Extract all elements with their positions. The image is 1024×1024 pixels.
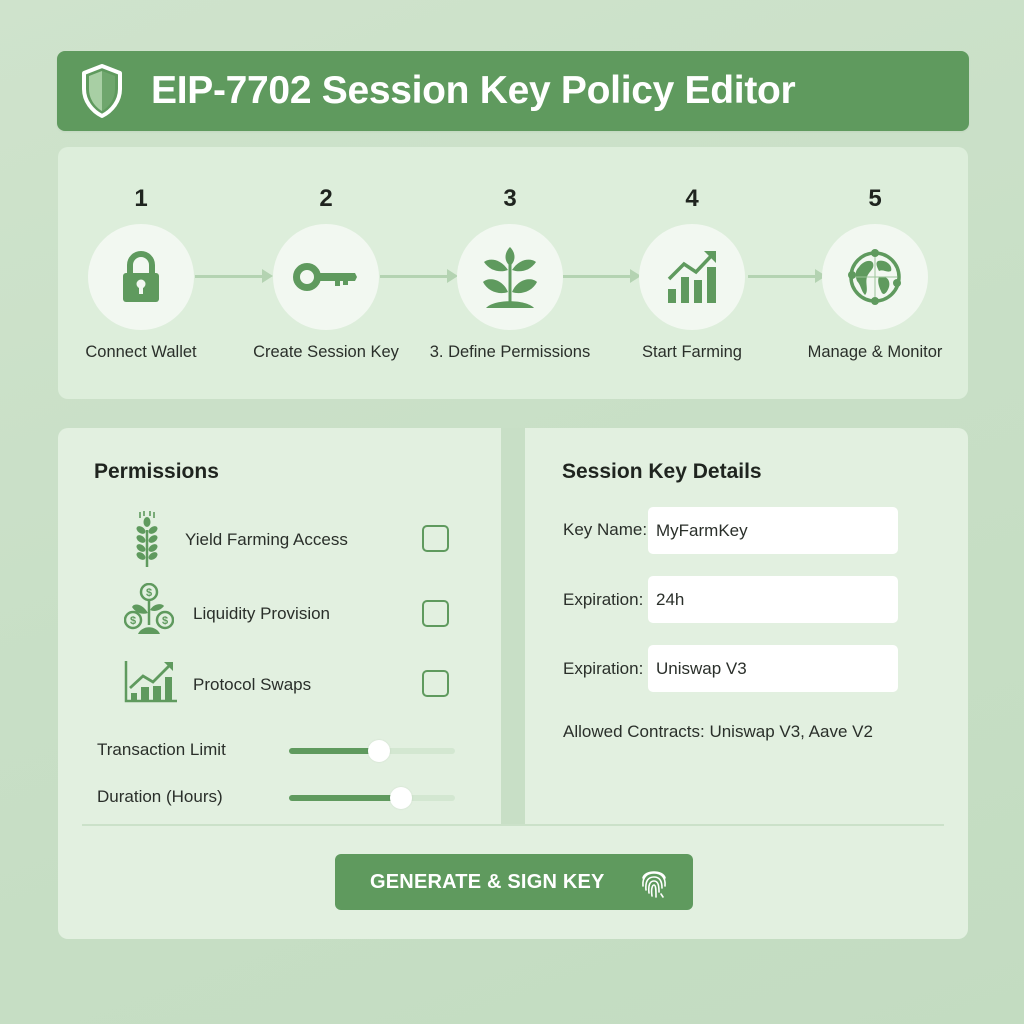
- step-label: Start Farming: [642, 343, 742, 361]
- page-header: [57, 51, 969, 131]
- permission-row-yield-farming: [58, 510, 498, 570]
- allowed-contracts: Allowed Contracts: Uniswap V3, Aave V2: [563, 722, 873, 741]
- yield-farming-checkbox[interactable]: [422, 525, 449, 552]
- growth-chart-icon: [666, 249, 718, 305]
- step-label: Create Session Key: [253, 343, 399, 361]
- slider-thumb[interactable]: [368, 740, 390, 762]
- slider-fill: [289, 795, 401, 801]
- key-name-label: Key Name:: [563, 520, 648, 539]
- fingerprint-icon: [639, 866, 669, 900]
- slider-label: Duration (Hours): [97, 787, 223, 806]
- step-circle: [639, 224, 745, 330]
- expiration-contract-label: Expiration:: [563, 659, 644, 678]
- button-label: GENERATE & SIGN KEY: [370, 870, 605, 893]
- slider-label: Transaction Limit: [97, 740, 226, 759]
- sprout-icon: [482, 244, 538, 310]
- step-circle: [457, 224, 563, 330]
- permissions-title: Permissions: [94, 460, 219, 483]
- liquidity-provision-checkbox[interactable]: [422, 600, 449, 627]
- step-arrow: [748, 275, 816, 278]
- transaction-limit-slider[interactable]: [289, 748, 455, 754]
- globe-network-icon: [845, 247, 905, 307]
- protocol-swaps-checkbox[interactable]: [422, 670, 449, 697]
- expiration-label: Expiration:: [563, 590, 644, 609]
- permission-label: Protocol Swaps: [193, 675, 312, 694]
- step-arrow: [563, 275, 631, 278]
- slider-fill: [289, 748, 379, 754]
- coin-plant-icon: [124, 583, 174, 635]
- step-label: Connect Wallet: [85, 343, 197, 361]
- policy-editor-card: [58, 428, 968, 939]
- key-icon: [293, 260, 359, 294]
- step-number: 3: [503, 185, 517, 212]
- lock-icon: [119, 250, 163, 304]
- svg-text:$: $: [129, 615, 137, 627]
- wheat-icon: [132, 510, 162, 568]
- svg-text:$: $: [145, 587, 153, 599]
- permission-label: Yield Farming Access: [185, 530, 348, 549]
- step-number: 1: [134, 185, 148, 212]
- expiration-contract-input[interactable]: Uniswap V3: [648, 645, 898, 692]
- chart-up-icon: [124, 661, 178, 703]
- details-title: Session Key Details: [562, 460, 762, 483]
- step-circle: [273, 224, 379, 330]
- workflow-steps: [58, 147, 968, 399]
- step-arrow: [380, 275, 448, 278]
- step-number: 5: [868, 185, 882, 212]
- shield-icon: [79, 63, 125, 119]
- step-label: Manage & Monitor: [807, 343, 943, 361]
- divider: [82, 824, 944, 826]
- page-title: EIP-7702 Session Key Policy Editor: [151, 69, 796, 112]
- svg-text:$: $: [161, 615, 169, 627]
- permission-label: Liquidity Provision: [193, 604, 331, 623]
- step-label: 3. Define Permissions: [429, 343, 591, 361]
- step-circle: [88, 224, 194, 330]
- permission-row-liquidity: [58, 583, 498, 643]
- step-number: 4: [685, 185, 699, 212]
- step-number: 2: [319, 185, 333, 212]
- panel-separator: [501, 428, 525, 825]
- duration-slider[interactable]: [289, 795, 455, 801]
- generate-sign-key-button[interactable]: [335, 854, 693, 910]
- slider-thumb[interactable]: [390, 787, 412, 809]
- permission-row-protocol-swaps: [58, 658, 498, 718]
- step-circle: [822, 224, 928, 330]
- expiration-input[interactable]: 24h: [648, 576, 898, 623]
- step-arrow: [195, 275, 263, 278]
- key-name-input[interactable]: MyFarmKey: [648, 507, 898, 554]
